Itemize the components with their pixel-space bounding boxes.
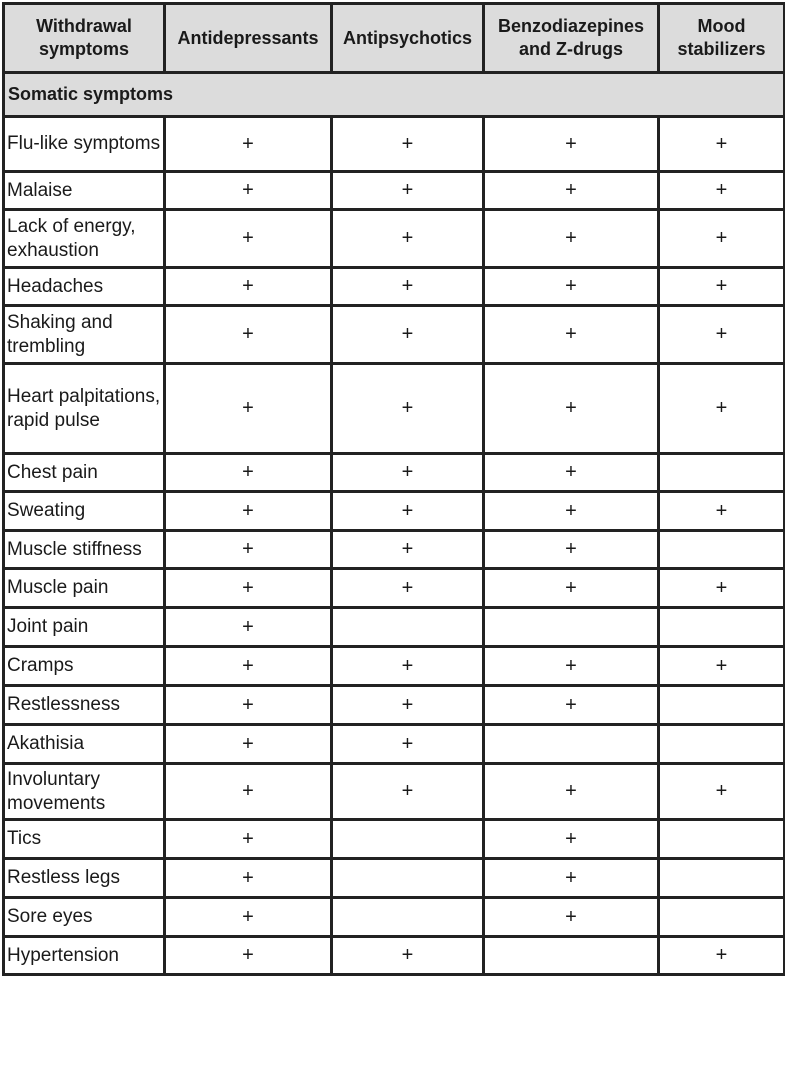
mark-cell: +	[165, 172, 332, 210]
mark-cell: +	[165, 764, 332, 820]
table-row	[4, 764, 785, 820]
mark-cell: +	[659, 492, 785, 531]
symptom-cell: Sweating	[4, 492, 165, 531]
mark-cell	[659, 531, 785, 569]
header-antidepressants: Antidepressants	[165, 4, 332, 73]
mark-cell: +	[332, 117, 484, 172]
mark-cell	[484, 608, 659, 647]
withdrawal-symptoms-table	[2, 2, 785, 976]
mark-cell: +	[332, 492, 484, 531]
mark-cell: +	[484, 764, 659, 820]
mark-cell: +	[484, 686, 659, 725]
mark-cell: +	[659, 306, 785, 364]
table-row	[4, 725, 785, 764]
header-withdrawal-symptoms: Withdrawal symptoms	[4, 4, 165, 73]
symptom-cell: Chest pain	[4, 454, 165, 492]
mark-cell	[332, 820, 484, 859]
mark-cell	[332, 898, 484, 937]
symptom-cell: Joint pain	[4, 608, 165, 647]
table-row	[4, 937, 785, 975]
mark-cell: +	[165, 117, 332, 172]
mark-cell	[332, 859, 484, 898]
mark-cell	[659, 725, 785, 764]
mark-cell: +	[659, 172, 785, 210]
mark-cell: +	[332, 725, 484, 764]
mark-cell: +	[659, 117, 785, 172]
mark-cell	[659, 820, 785, 859]
mark-cell	[659, 608, 785, 647]
symptom-cell: Flu-like symptoms	[4, 117, 165, 172]
mark-cell	[484, 937, 659, 975]
table-row	[4, 686, 785, 725]
mark-cell: +	[484, 859, 659, 898]
header-antipsychotics: Antipsychotics	[332, 4, 484, 73]
symptom-cell: Headaches	[4, 268, 165, 306]
mark-cell: +	[484, 454, 659, 492]
mark-cell: +	[165, 820, 332, 859]
mark-cell: +	[484, 820, 659, 859]
mark-cell: +	[332, 364, 484, 454]
mark-cell: +	[659, 937, 785, 975]
mark-cell: +	[165, 898, 332, 937]
header-mood-stabilizers: Mood stabilizers	[659, 4, 785, 73]
mark-cell: +	[165, 268, 332, 306]
table-row	[4, 647, 785, 686]
mark-cell: +	[659, 210, 785, 268]
mark-cell: +	[332, 306, 484, 364]
symptom-cell: Akathisia	[4, 725, 165, 764]
symptom-cell: Tics	[4, 820, 165, 859]
mark-cell: +	[332, 764, 484, 820]
mark-cell	[659, 898, 785, 937]
mark-cell: +	[332, 647, 484, 686]
table-row	[4, 569, 785, 608]
table-row	[4, 364, 785, 454]
symptom-cell: Sore eyes	[4, 898, 165, 937]
table-row	[4, 859, 785, 898]
mark-cell: +	[332, 210, 484, 268]
mark-cell: +	[165, 859, 332, 898]
mark-cell: +	[484, 492, 659, 531]
symptom-cell: Lack of energy, exhaustion	[4, 210, 165, 268]
mark-cell: +	[165, 686, 332, 725]
table-row	[4, 306, 785, 364]
table-row	[4, 172, 785, 210]
table-row	[4, 268, 785, 306]
mark-cell: +	[165, 725, 332, 764]
mark-cell: +	[484, 898, 659, 937]
mark-cell: +	[332, 686, 484, 725]
symptom-cell: Heart palpitations, rapid pulse	[4, 364, 165, 454]
mark-cell: +	[484, 569, 659, 608]
mark-cell: +	[165, 306, 332, 364]
mark-cell	[332, 608, 484, 647]
table-row	[4, 117, 785, 172]
mark-cell: +	[165, 608, 332, 647]
section-title: Somatic symptoms	[4, 73, 785, 117]
mark-cell: +	[165, 569, 332, 608]
mark-cell: +	[165, 647, 332, 686]
symptom-cell: Muscle pain	[4, 569, 165, 608]
header-benzodiazepines: Benzodiazepines and Z-drugs	[484, 4, 659, 73]
mark-cell: +	[332, 937, 484, 975]
mark-cell: +	[484, 268, 659, 306]
table-row	[4, 608, 785, 647]
symptom-cell: Shaking and trembling	[4, 306, 165, 364]
table-row	[4, 898, 785, 937]
mark-cell: +	[484, 117, 659, 172]
symptom-cell: Malaise	[4, 172, 165, 210]
table-row	[4, 454, 785, 492]
mark-cell: +	[332, 454, 484, 492]
symptom-cell: Hypertension	[4, 937, 165, 975]
mark-cell: +	[484, 531, 659, 569]
mark-cell: +	[659, 364, 785, 454]
mark-cell	[659, 859, 785, 898]
mark-cell	[659, 454, 785, 492]
mark-cell: +	[165, 364, 332, 454]
section-row	[4, 73, 785, 117]
symptom-cell: Muscle stiffness	[4, 531, 165, 569]
mark-cell: +	[332, 531, 484, 569]
mark-cell	[659, 686, 785, 725]
symptom-cell: Restlessness	[4, 686, 165, 725]
mark-cell: +	[659, 569, 785, 608]
symptom-cell: Cramps	[4, 647, 165, 686]
mark-cell: +	[165, 531, 332, 569]
mark-cell: +	[484, 647, 659, 686]
mark-cell: +	[332, 172, 484, 210]
table-row	[4, 820, 785, 859]
mark-cell: +	[659, 268, 785, 306]
symptom-cell: Involuntary movements	[4, 764, 165, 820]
mark-cell: +	[484, 172, 659, 210]
mark-cell: +	[332, 569, 484, 608]
mark-cell: +	[165, 210, 332, 268]
mark-cell	[484, 725, 659, 764]
mark-cell: +	[659, 764, 785, 820]
mark-cell: +	[484, 364, 659, 454]
mark-cell: +	[165, 937, 332, 975]
mark-cell: +	[165, 492, 332, 531]
mark-cell: +	[659, 647, 785, 686]
mark-cell: +	[165, 454, 332, 492]
mark-cell: +	[332, 268, 484, 306]
mark-cell: +	[484, 210, 659, 268]
table-row	[4, 492, 785, 531]
table-row	[4, 210, 785, 268]
symptom-cell: Restless legs	[4, 859, 165, 898]
mark-cell: +	[484, 306, 659, 364]
table-row	[4, 531, 785, 569]
header-row	[4, 4, 785, 73]
